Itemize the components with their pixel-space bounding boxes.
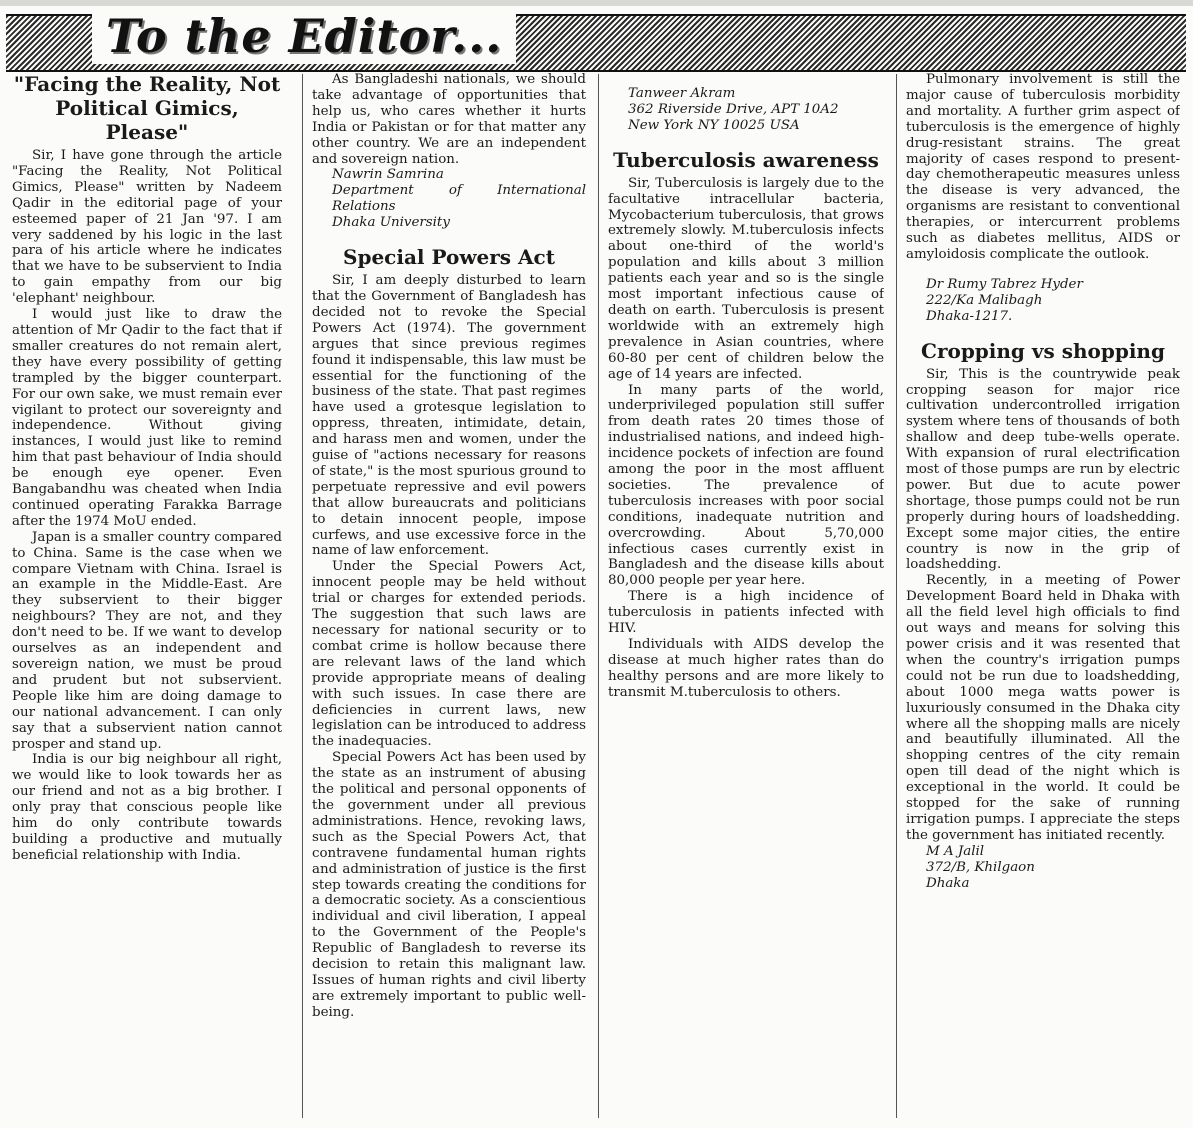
- letter-signature-line: 222/Ka Malibagh: [926, 292, 1043, 308]
- letter-paragraph: Pulmonary involvement is still the major cause of tuberculosis morbidity and mortality. A further grim aspect of tuberculosis is the emergence of highly drug-resistant strains. The great majority of cases respond to present-day chemotherapeutic measures unless the disease is very advanced, the organisms are resistant to conventional therapies, or intercurrent problems such as diabetes mellitus, AIDS or amyloidosis complicate the outlook.: [906, 72, 1180, 262]
- letter-paragraph: Individuals with AIDS develop the disease at much higher rates than do healthy persons and are more likely to transmit M.tuberculosis to others.: [608, 637, 884, 700]
- letter-signature-line: 372/B, Khilgaon: [926, 859, 1035, 875]
- letter-signature-line: New York NY 10025 USA: [628, 117, 800, 133]
- column-4: [906, 72, 1180, 1120]
- letter-signature-name: M A Jalil: [926, 843, 985, 859]
- column-rule: [598, 74, 599, 1118]
- letter-paragraph: Japan is a smaller country compared to China. Same is the case when we compare Vietnam with China. Israel is an example in the Middle-East. Are they subservient to their bigger neighbours? They are not, and they don't need to be. If we want to develop ourselves as an independent and sovereign nation, we must be proud and prudent but not subservient. People like him are doing damage to our national advancement. I can only say that a subservient nation cannot prosper and stand up.: [12, 529, 282, 752]
- letter-signature-line: Dhaka-1217.: [926, 308, 1013, 324]
- column-1: [12, 72, 282, 1120]
- column-rule: [302, 74, 303, 1118]
- top-edge-strip: [0, 0, 1193, 6]
- letter-headline: Tuberculosis awareness: [613, 147, 879, 172]
- letter-paragraph: Special Powers Act has been used by the state as an instrument of abusing the political and personal opponents of the government under all previous administrations. Hence, revoking laws, such as the Special Powers Act, that contravene fundamental human rights and administration of justice is the first step towards creating the conditions for a democratic society. As a conscientious individual and civil liberation, I appeal to the Government of the People's Republic of Bangladesh to reverse its decision to retain this malignant law. Issues of human rights and civil liberty are extremely important to public well-being.: [312, 750, 586, 1020]
- letter-headline: Cropping vs shopping: [921, 338, 1165, 363]
- column-3: [608, 72, 884, 1120]
- letter-paragraph: In many parts of the world, underprivileged population still suffer from death rates 20 times those of industrialised nations, and indeed high-incidence pockets of infection are found among the poor in the most affluent societies. The prevalence of tuberculosis increases with poor social conditions, inadequate nutrition and overcrowding. About 5,70,000 infectious cases currently exist in Bangladesh and the disease kills about 80,000 people per year here.: [608, 382, 884, 589]
- letter-paragraph: There is a high incidence of tuberculosis in patients infected with HIV.: [608, 589, 884, 637]
- letter-paragraph: Sir, Tuberculosis is largely due to the facultative intracellular bacteria, Mycobacterium tuberculosis, that grows extremely slowly. M.tuberculosis infects about one-third of the world's population and kills about 3 million patients each year and so is the single most important infectious cause of death on earth. Tuberculosis is present worldwide with an extremely high prevalence in Asian countries, where 60-80 per cent of children below the age of 14 years are infected.: [608, 175, 884, 382]
- section-title: To the Editor...: [92, 8, 516, 64]
- letter-paragraph: Recently, in a meeting of Power Development Board held in Dhaka with all the field level high officials to find out ways and means for solving this power crisis and it was resented that when the country's irrigation pumps could not be run due to loadshedding, about 1000 mega watts power is luxuriously consumed in the Dhaka city where all the shopping malls are nicely and beautifully illuminated. All the shopping centres of the city remain open till dead of the night which is exceptional in the world. It could be stopped for the sake of running irrigation pumps. I appreciate the steps the government has initiated recently.: [906, 573, 1180, 843]
- letter-headline: Special Powers Act: [343, 245, 555, 270]
- letter-paragraph: Sir, This is the countrywide peak cropping season for major rice cultivation undercontrolled irrigation system where tens of thousands of both shallow and deep tube-wells operate. With expansion of rural electrification most of those pumps are run by electric power. But due to acute power shortage, those pumps could not be run properly during hours of loadshedding. Except some major cities, the entire country is now in the grip of loadshedding.: [906, 366, 1180, 573]
- letter-paragraph: Sir, I am deeply disturbed to learn that the Government of Bangladesh has decided not to revoke the Special Powers Act (1974). The government argues that since previous regimes found it indispensable, this law must be essential for the functioning of the business of the state. That past regimes have used a grotesque legislation to oppress, threaten, intimidate, detain, and harass men and women, under the guise of "actions necessary for reasons of state," is the most spurious ground to perpetuate repressive and evil powers that allow bureaucrats and politicians to detain innocent people, impose curfews, and use excessive force in the name of law enforcement.: [312, 273, 586, 559]
- letter-signature-name: Tanweer Akram: [628, 86, 736, 101]
- letter-signature-name: Dr Rumy Tabrez Hyder: [926, 276, 1083, 292]
- letter-paragraph: India is our big neighbour all right, we would like to look towards her as our friend and not as a big brother. I only pray that conscious people like him do only contribute towards building a productive and mutually beneficial relationship with India.: [12, 752, 282, 863]
- letter-signature-line: 362 Riverside Drive, APT 10A2: [628, 101, 839, 117]
- letter-signature-name: Nawrin Samrina: [332, 167, 444, 183]
- letter-paragraph: Sir, I have gone through the article "Facing the Reality, Not Political Gimics, Please" written by Nadeem Qadir in the editorial page of your esteemed paper of 21 Jan '97. I am very saddened by his logic in the last para of his article where he indicates that we have to be subservient to India to gain empathy from our big 'elephant' neighbour.: [12, 148, 282, 307]
- letter-paragraph: Under the Special Powers Act, innocent people may be held without trial or charges for extended periods. The suggestion that such laws are necessary for national security or to combat crime is hollow because there are relevant laws of the land which provide appropriate means of dealing with such issues. In case there are deficiencies in current laws, new legislation can be introduced to address the inadequacies.: [312, 559, 586, 750]
- column-rule: [896, 74, 897, 1118]
- letter-paragraph: I would just like to draw the attention of Mr Qadir to the fact that if smaller creatures do not remain alert, they have every possibility of getting trampled by the bigger counterpart. For our own sake, we must remain ever vigilant to protect our sovereignty and independence. Without giving instances, I would just like to remind him that past behaviour of India should be enough eye opener. Even Bangabandhu was cheated when India continued operating Farakka Barrage after the 1974 MoU ended.: [12, 307, 282, 529]
- column-2: [312, 72, 586, 1120]
- letter-signature-line: Department of International Relations: [332, 183, 586, 215]
- letter-signature-line: Dhaka: [926, 875, 970, 891]
- letter-signature-line: Dhaka University: [332, 215, 450, 231]
- letter-headline: "Facing the Reality, Not Political Gimics, Please": [13, 72, 281, 144]
- letter-paragraph: As Bangladeshi nationals, we should take advantage of opportunities that help us, who cares whether it hurts India or Pakistan or for that matter any other country. We are an independent and sovereign nation.: [312, 72, 586, 167]
